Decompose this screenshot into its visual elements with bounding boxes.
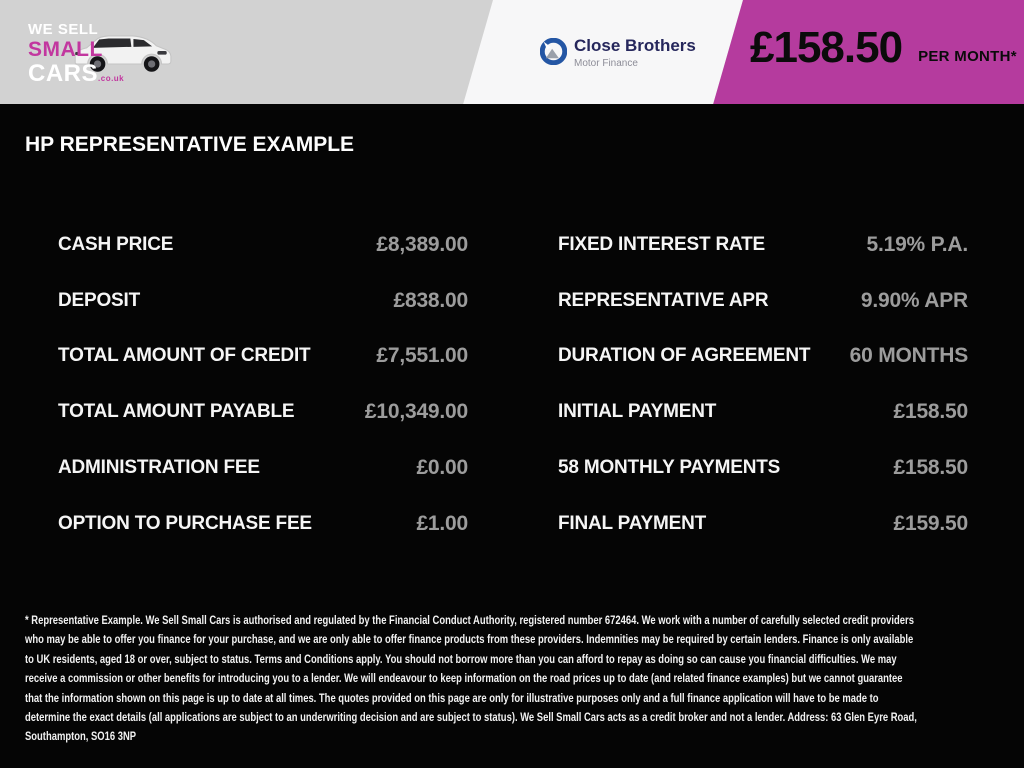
row-label: 58 MONTHLY PAYMENTS [558, 457, 781, 479]
row-label: FINAL PAYMENT [558, 512, 707, 534]
monthly-price-amount: £158.50 [750, 23, 903, 72]
row-label: REPRESENTATIVE APR [558, 289, 769, 311]
row-value: £0.00 [416, 456, 468, 480]
row-label: TOTAL AMOUNT PAYABLE [58, 401, 295, 423]
lender-name: Close Brothers [574, 36, 696, 55]
row-value: £158.50 [893, 456, 968, 480]
header-banner [0, 0, 1024, 104]
row-label: ADMINISTRATION FEE [58, 457, 260, 479]
table-row [558, 384, 968, 440]
finance-column-left [58, 217, 468, 552]
table-row [58, 440, 468, 496]
table-row [558, 496, 968, 552]
row-label: OPTION TO PURCHASE FEE [58, 512, 312, 534]
disclaimer-text: * Representative Example. We Sell Small Cars is authorised and regulated by the Financial Conduct Authority, registered number 672464. We work with a number of carefully selected credit providers who may be able to offer you finance for your purchase, and we are only able to offer finance products from these providers. Indemnities may be required by certain lenders. Finance is only available to UK residents, aged 18 or over, subject to status. Terms and Conditions apply. You should not borrow more than you can afford to repay as doing so can cause you financial difficulties. We may receive a commission or other benefits for introducing you to a lender. We will endeavour to keep information on the road prices up to date (and related finance examples) but we cannot guarantee that the information shown on this page is up to date at all times. The quotes provided on this page are only for illustrative purposes only and a full finance application will have to be made to determine the exact details (all applications are subject to an underwriting decision and are subject to status). We Sell Small Cars acts as a credit broker and not a lender. Address: 63 Glen Eyre Road, Southampton, SO16 3NP [25, 615, 917, 744]
row-label: DEPOSIT [58, 289, 141, 311]
row-value: £7,551.00 [376, 344, 468, 368]
row-value: £158.50 [893, 400, 968, 424]
row-label: TOTAL AMOUNT OF CREDIT [58, 345, 311, 367]
row-value: 60 MONTHS [849, 344, 968, 368]
table-row [558, 440, 968, 496]
row-label: FIXED INTEREST RATE [558, 233, 765, 255]
close-brothers-icon [540, 38, 567, 65]
monthly-price [750, 23, 1017, 72]
dealer-logo-line2: SMALL [28, 38, 103, 61]
table-row [58, 384, 468, 440]
lender-division: Motor Finance [574, 58, 638, 69]
table-row [58, 329, 468, 385]
dealer-logo[interactable] [28, 22, 124, 86]
table-row [558, 217, 968, 273]
page-title: HP REPRESENTATIVE EXAMPLE [25, 133, 355, 156]
row-value: £10,349.00 [364, 400, 468, 424]
table-row [58, 217, 468, 273]
table-row [558, 273, 968, 329]
row-value: £159.50 [893, 511, 968, 535]
dealer-logo-line1: WE SELL [28, 21, 99, 38]
row-value: £1.00 [416, 511, 468, 535]
dealer-logo-suffix: .co.uk [98, 74, 125, 83]
row-value: £838.00 [393, 288, 468, 312]
row-value: 9.90% APR [860, 288, 968, 312]
row-label: DURATION OF AGREEMENT [558, 345, 811, 367]
finance-column-right [558, 217, 968, 552]
row-label: INITIAL PAYMENT [558, 401, 717, 423]
table-row [558, 329, 968, 385]
lender-logo [540, 36, 696, 69]
table-row [58, 496, 468, 552]
row-value: £8,389.00 [376, 232, 468, 256]
table-row [58, 273, 468, 329]
monthly-price-period: PER MONTH* [918, 48, 1017, 65]
lender-text [574, 36, 696, 69]
dealer-logo-line3: CARS.co.uk [28, 60, 125, 87]
row-value: 5.19% P.A. [866, 232, 968, 256]
row-label: CASH PRICE [58, 233, 174, 255]
